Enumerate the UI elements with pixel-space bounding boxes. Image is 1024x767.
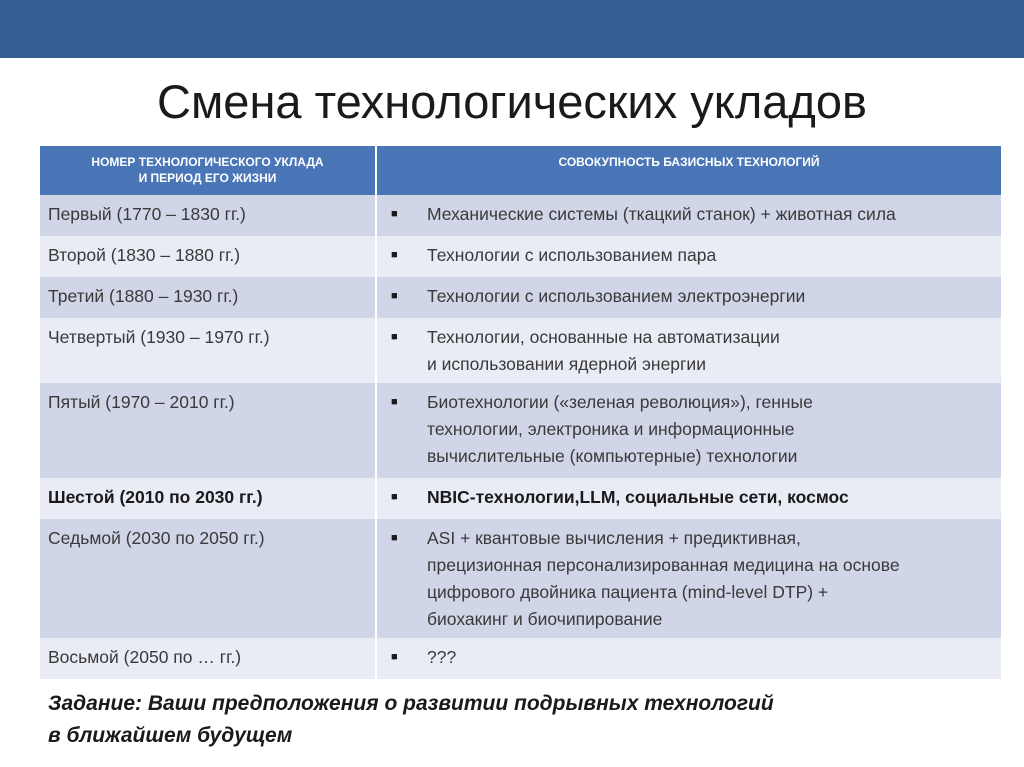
tech-cell xyxy=(376,383,1001,478)
tech-cell xyxy=(376,638,1001,679)
header-technologies: СОВОКУПНОСТЬ БАЗИСНЫХ ТЕХНОЛОГИЙ xyxy=(376,146,1001,195)
bullet-icon: ■ xyxy=(391,290,398,302)
tech-cell xyxy=(376,318,1001,383)
table-header-row xyxy=(40,146,1001,195)
tech-cell xyxy=(376,519,1001,638)
period-cell: Шестой (2010 по 2030 гг.) xyxy=(40,478,376,519)
period-cell: Первый (1770 – 1830 гг.) xyxy=(40,195,376,236)
table-row xyxy=(40,478,1001,519)
period-cell: Восьмой (2050 по … гг.) xyxy=(40,638,376,679)
table-row xyxy=(40,318,1001,383)
tech-text: ASI + квантовые вычисления + предиктивная, прецизионная персонализированная медицина на основе цифрового двойника пациента (mind-level DTP) + биохакинг и биочипирование xyxy=(427,528,900,629)
tech-cell xyxy=(376,277,1001,318)
period-cell: Второй (1830 – 1880 гг.) xyxy=(40,236,376,277)
tech-text: Технологии с использованием электроэнергии xyxy=(427,286,806,306)
tech-text: Технологии с использованием пара xyxy=(427,245,717,265)
tech-cell xyxy=(376,478,1001,519)
slide-title: Смена технологических укладов xyxy=(157,75,867,128)
period-cell: Третий (1880 – 1930 гг.) xyxy=(40,277,376,318)
table-row xyxy=(40,383,1001,478)
tech-text: Биотехнологии («зеленая революция»), генные технологии, электроника и информационные вычислительные (компьютерные) технологии xyxy=(427,392,813,466)
period-cell: Седьмой (2030 по 2050 гг.) xyxy=(40,519,376,638)
tech-text: ??? xyxy=(427,647,457,667)
bullet-icon: ■ xyxy=(391,396,398,408)
tech-text: Механические системы (ткацкий станок) + животная сила xyxy=(427,204,896,224)
technology-table xyxy=(40,146,1001,679)
table-row xyxy=(40,195,1001,236)
table-row xyxy=(40,236,1001,277)
table-row xyxy=(40,638,1001,679)
tech-cell xyxy=(376,236,1001,277)
bullet-icon: ■ xyxy=(391,208,398,220)
table-row xyxy=(40,277,1001,318)
bullet-icon: ■ xyxy=(391,249,398,261)
bullet-icon: ■ xyxy=(391,331,398,343)
period-cell: Четвертый (1930 – 1970 гг.) xyxy=(40,318,376,383)
table-row xyxy=(40,519,1001,638)
top-band xyxy=(0,0,1024,58)
bullet-icon: ■ xyxy=(391,651,398,663)
period-cell: Пятый (1970 – 2010 гг.) xyxy=(40,383,376,478)
tech-cell xyxy=(376,195,1001,236)
tech-text: NBIC-технологии,LLM, социальные сети, космос xyxy=(427,487,849,507)
task-text: Задание: Ваши предположения о развитии подрывных технологий в ближайшем будущем xyxy=(48,692,774,747)
bullet-icon: ■ xyxy=(391,532,398,544)
tech-text: Технологии, основанные на автоматизации и использовании ядерной энергии xyxy=(427,327,780,374)
header-period: НОМЕР ТЕХНОЛОГИЧЕСКОГО УКЛАДА И ПЕРИОД ЕГО ЖИЗНИ xyxy=(40,146,376,195)
bullet-icon: ■ xyxy=(391,491,398,503)
